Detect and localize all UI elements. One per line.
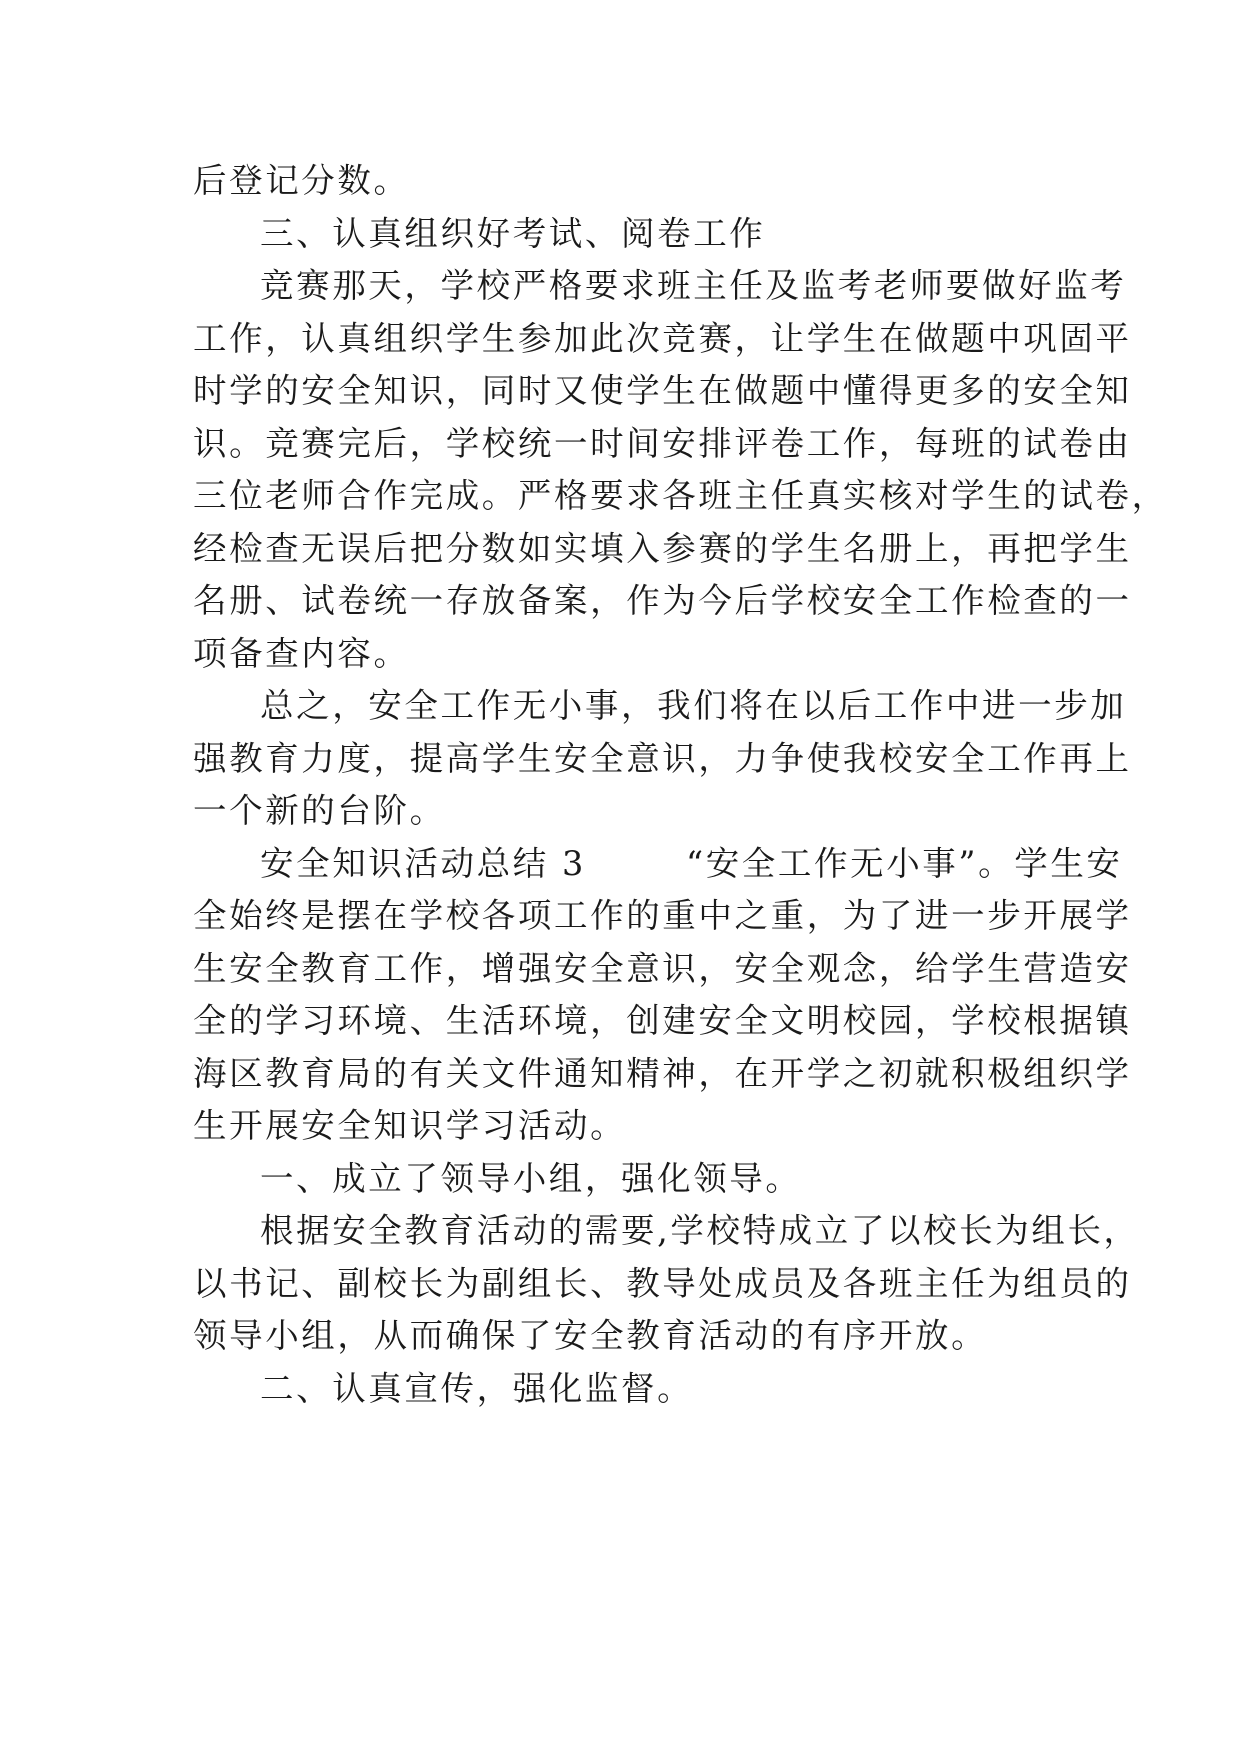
text-line: 名册、试卷统一存放备案，作为今后学校安全工作检查的一 [193, 581, 1132, 620]
text-line: 生开展安全知识学习活动。 [193, 1106, 627, 1145]
text-line [193, 838, 1123, 891]
text-line: 以书记、副校长为副组长、教导处成员及各班主任为组员的 [193, 1263, 1132, 1303]
text-line: 识。竞赛完后，学校统一时间安排评卷工作，每班的试卷由 [193, 423, 1132, 463]
document-body [193, 155, 1168, 1415]
text-line: 强教育力度，提高学生安全意识，力争使我校安全工作再上 [193, 738, 1132, 778]
summary-heading: 安全知识活动总结 3 [260, 843, 586, 883]
text-line: 领导小组，从而确保了安全教育活动的有序开放。 [193, 1316, 988, 1355]
paragraph-competition [193, 260, 1168, 680]
paragraph-continuation [193, 155, 1053, 208]
paragraph-leadership [193, 1205, 1140, 1363]
text-line: 竞赛那天，学校严格要求班主任及监考老师要做好监考 [260, 266, 1127, 305]
text-line: 全的学习环境、生活环境，创建安全文明校园，学校根据镇 [193, 1001, 1132, 1040]
paragraph-summary-3 [193, 838, 1132, 1153]
section-heading-3 [193, 208, 1053, 261]
text-line: 海区教育局的有关文件通知精神，在开学之初就积极组织学 [193, 1053, 1132, 1093]
text-line: 总之，安全工作无小事，我们将在以后工作中进一步加 [260, 686, 1127, 725]
text-line: 全始终是摆在学校各项工作的重中之重，为了进一步开展学 [193, 896, 1132, 935]
paragraph-conclusion [193, 680, 1132, 838]
text-line: 生安全教育工作，增强安全意识，安全观念，给学生营造安 [193, 948, 1132, 988]
section-heading-2 [193, 1363, 1053, 1416]
text-line: 项备查内容。 [193, 633, 410, 673]
text-line: 三、认真组织好考试、阅卷工作 [260, 213, 766, 253]
section-heading-1 [193, 1153, 1053, 1206]
text-line: 后登记分数。 [193, 161, 410, 200]
text-line: 根据安全教育活动的需要,学校特成立了以校长为组长， [260, 1211, 1140, 1250]
text-line: 二、认真宣传，强化监督。 [260, 1368, 694, 1408]
text-line: 时学的安全知识，同时又使学生在做题中懂得更多的安全知 [193, 371, 1132, 410]
text-line: 工作，认真组织学生参加此次竞赛，让学生在做题中巩固平 [193, 318, 1132, 358]
text-line: 经检查无误后把分数如实填入参赛的学生名册上，再把学生 [193, 528, 1132, 568]
summary-lead: “安全工作无小事”。学生安 [685, 843, 1123, 883]
text-line: 三位老师合作完成。严格要求各班主任真实核对学生的试卷， [193, 476, 1168, 515]
text-line: 一个新的台阶。 [193, 791, 446, 830]
text-line: 一、成立了领导小组，强化领导。 [260, 1158, 802, 1198]
